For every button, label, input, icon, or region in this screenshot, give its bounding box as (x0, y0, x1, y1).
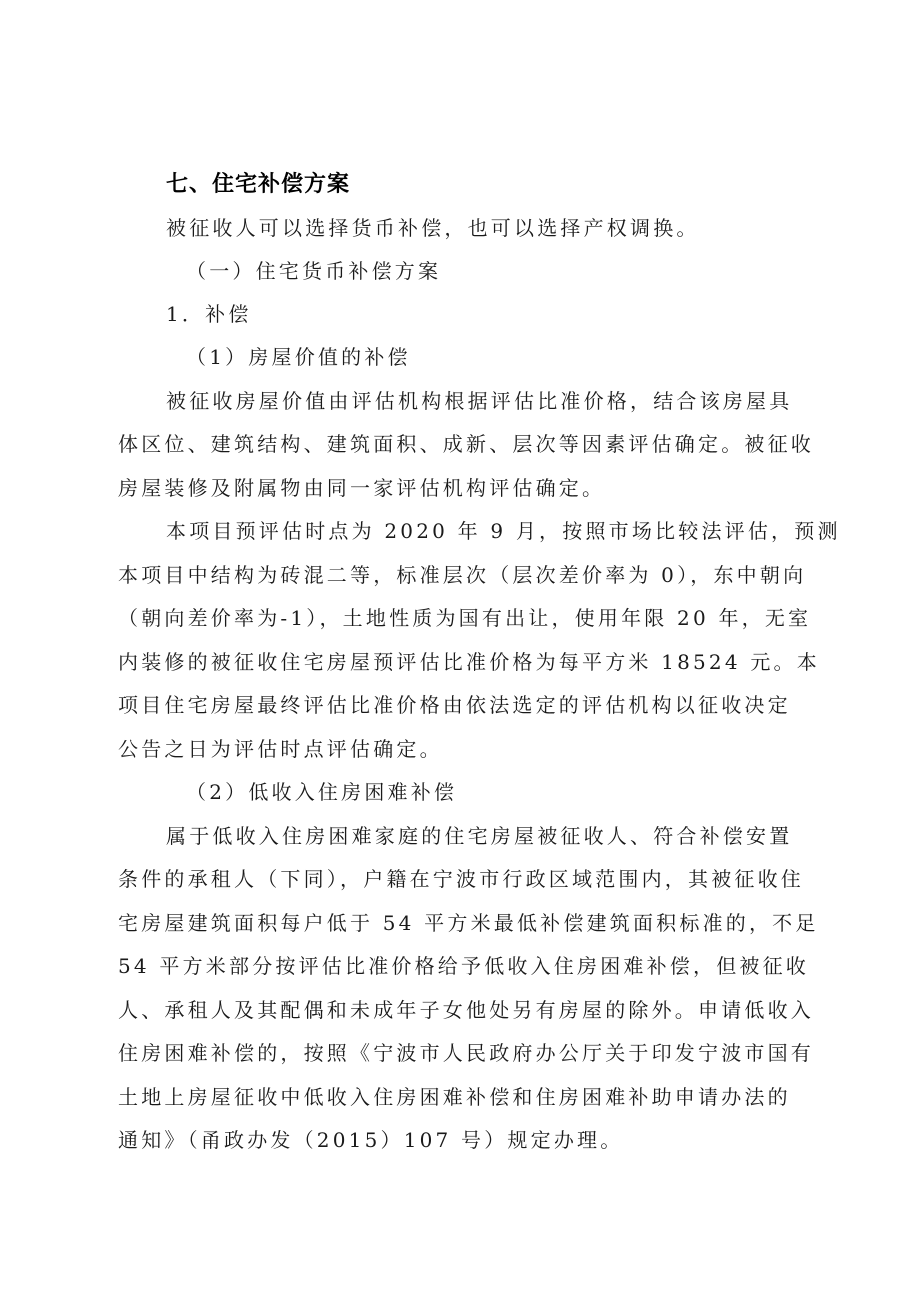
paragraph-line: 房屋装修及附属物由同一家评估机构评估确定。 (118, 476, 606, 500)
paragraph-line: 被征收房屋价值由评估机构根据评估比准价格，结合该房屋具 (166, 389, 793, 413)
subsection-title: （一）住宅货币补偿方案 (186, 259, 442, 283)
paragraph-line: 人、承租人及其配偶和未成年子女他处另有房屋的除外。申请低收入 (118, 998, 814, 1022)
sub-item-title: （2）低收入住房困难补偿 (186, 780, 458, 804)
paragraph-line: 条件的承租人（下同），户籍在宁波市行政区域范围内，其被征收住 (118, 867, 804, 891)
intro-text: 被征收人可以选择货币补偿，也可以选择产权调换。 (166, 216, 700, 240)
paragraph-line: 通知》（甬政办发（2015）107 号）规定办理。 (118, 1128, 624, 1152)
paragraph-line: 内装修的被征收住宅房屋预评估比准价格为每平方米 18524 元。本 (118, 650, 820, 674)
section-heading: 七、住宅补偿方案 (166, 172, 351, 197)
sub-item-title: （1）房屋价值的补偿 (186, 345, 411, 369)
paragraph-line: 住房困难补偿的，按照《宁波市人民政府办公厅关于印发宁波市国有 (118, 1041, 814, 1065)
paragraph-line: 土地上房屋征收中低收入住房困难补偿和住房困难补助申请办法的 (118, 1085, 791, 1109)
paragraph-line: 项目住宅房屋最终评估比准价格由依法选定的评估机构以征收决定 (118, 693, 791, 717)
paragraph-line: 本项目中结构为砖混二等，标准层次（层次差价率为 0），东中朝向 (118, 563, 807, 587)
paragraph-line: （朝向差价率为-1），土地性质为国有出让，使用年限 20 年，无室 (118, 606, 812, 630)
paragraph-line: 体区位、建筑结构、建筑面积、成新、层次等因素评估确定。被征收 (118, 432, 814, 456)
paragraph-line: 属于低收入住房困难家庭的住宅房屋被征收人、符合补偿安置 (166, 824, 793, 848)
paragraph-line: 本项目预评估时点为 2020 年 9 月，按照市场比较法评估，预测 (166, 519, 841, 543)
item-title: 1．补偿 (166, 302, 252, 326)
paragraph-line: 54 平方米部分按评估比准价格给予低收入住房困难补偿，但被征收 (118, 954, 810, 978)
paragraph-line: 宅房屋建筑面积每户低于 54 平方米最低补偿建筑面积标准的，不足 (118, 911, 819, 935)
paragraph-line: 公告之日为评估时点评估确定。 (118, 737, 443, 761)
